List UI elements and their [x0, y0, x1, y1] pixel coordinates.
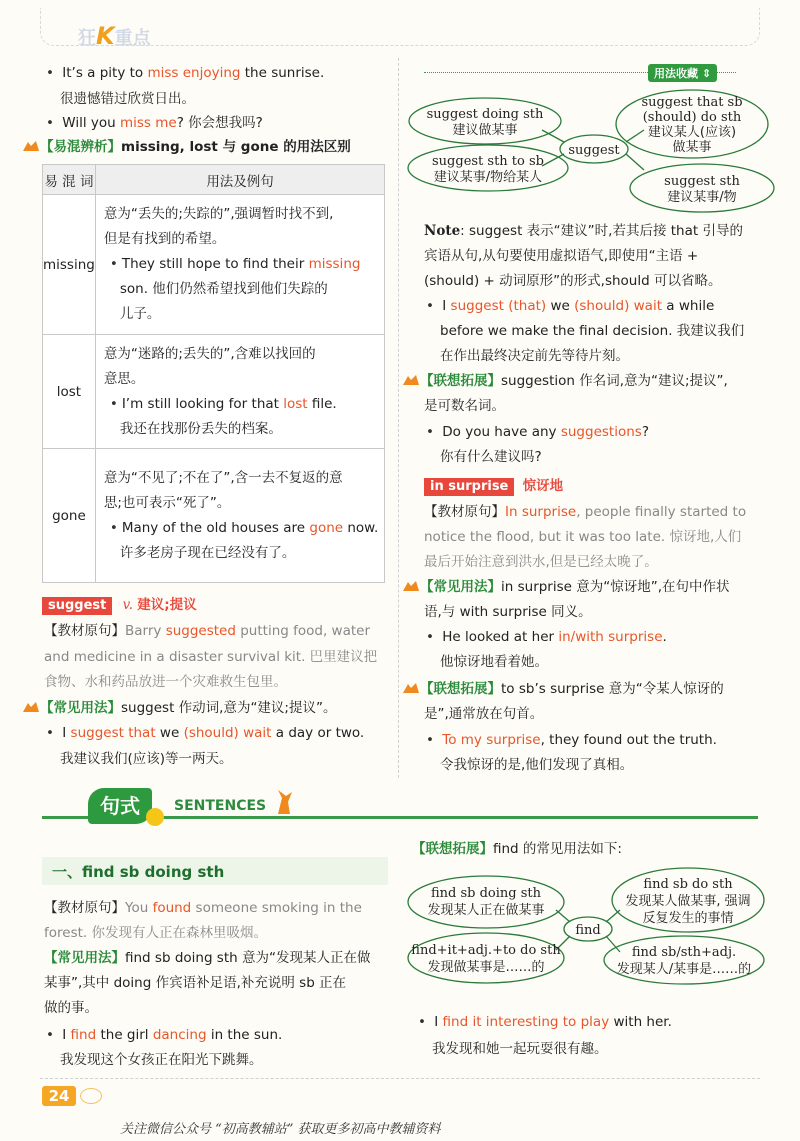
- table-row: gone 意为“不见了;不在了”,含一去不复返的意 思;也可表示“死了”。 • Many of the old houses are gone now. 许多老房子现在已经没有了。: [43, 449, 385, 583]
- surprise-ex2-zh: 令我惊讶的是,他们发现了真相。: [440, 757, 634, 773]
- table-word: lost: [43, 335, 96, 449]
- diagram-node-zh: 做某事: [672, 140, 712, 155]
- suggest-example-zh: 我建议我们(应该)等一两天。: [60, 751, 233, 767]
- surprise-ex2: • To my surprise, they found out the truth.: [426, 727, 717, 753]
- logo-k: K: [96, 22, 115, 50]
- diagram-node-zh: 建议某事/物给某人: [433, 170, 543, 185]
- usage-collect-label: 用法收藏 ⇕: [648, 64, 717, 82]
- sent-usage-2: 某事”,其中 doing 作宾语补足语,补充说明 sb 正在: [44, 975, 347, 991]
- section-heading-box: [42, 857, 388, 885]
- diagram-node-en: find sb do sth: [643, 877, 733, 892]
- sent-usage-3: 做的事。: [44, 1000, 98, 1016]
- word-tag: suggest: [42, 597, 112, 615]
- page-number: 24: [42, 1086, 76, 1106]
- diagram-node-zh: 建议某事/物: [667, 190, 737, 205]
- suggest-diagram: [404, 88, 776, 214]
- badge-dot: [146, 808, 164, 826]
- note-line-1: Note: suggest 表示“建议”时,若其后接 that 引导的: [424, 223, 743, 239]
- table-col-word: 易 混 词: [43, 165, 96, 195]
- sent-src: 【教材原句】You found someone smoking in the: [44, 900, 362, 916]
- diagram-node-en: suggest sth to sb: [432, 154, 544, 169]
- diagram-node-en: find sb/sth+adj.: [631, 945, 737, 960]
- diagram-node-zh: 建议某人(应该): [647, 125, 737, 140]
- ext-example: • Do you have any suggestions?: [426, 419, 649, 445]
- sent-usage-1: 【常见用法】find sb doing sth 意为“发现某人正在做: [44, 950, 371, 966]
- diagram-node-en: find sb doing sth: [430, 886, 542, 901]
- compare-table: [42, 164, 385, 583]
- header-logo: [78, 22, 151, 48]
- diagram-node-en: (should) do sth: [642, 110, 742, 125]
- fox-icon: [402, 579, 420, 593]
- surprise-src: 【教材原句】In surprise, people finally started to: [424, 504, 747, 520]
- diagram-node-en: suggest doing sth: [426, 107, 544, 122]
- diagram-node-zh: 发现做某事是……的: [427, 960, 545, 975]
- note-example: • I suggest (that) we (should) wait a while: [426, 293, 714, 319]
- note-line-2: 宾语从句,从句要使用虚拟语气,即使用“主语 +: [424, 248, 699, 264]
- analysis-heading: 【易混辨析】missing, lost 与 gone 的用法区别: [22, 134, 351, 160]
- note-example-2: before we make the final decision. 我建议我们: [440, 323, 745, 339]
- suggest-src: 【教材原句】Barry suggested putting food, water: [44, 623, 370, 639]
- sent-example-zh: 我发现这个女孩正在阳光下跳舞。: [60, 1052, 263, 1068]
- surprise-usage-2: 语,与 with surprise 同义。: [424, 604, 592, 620]
- diagram-node-zh: 建议做某事: [452, 123, 518, 138]
- sentences-badge: 句式: [88, 788, 152, 824]
- diagram-node-zh: 发现某人做某事, 强调: [625, 894, 751, 909]
- surprise-ex1: • He looked at her in/with surprise.: [426, 624, 667, 650]
- ex1-en: • It’s a pity to miss enjoying the sunrise.: [46, 60, 324, 86]
- compare-table-wrap: [42, 164, 385, 583]
- ext-line-1: 【联想拓展】suggestion 作名词,意为“建议;提议”,: [402, 368, 728, 394]
- note-line-3: (should) + 动词原形”的形式,should 可以省略。: [424, 273, 722, 289]
- diagram-node-en: find+it+adj.+to do sth: [411, 943, 561, 958]
- diagram-node-zh: 发现某人正在做某事: [427, 903, 545, 918]
- table-row: lost 意为“迷路的;丢失的”,含难以找回的 意思。 • I’m still looking for that lost file. 我还在找那份丢失的档案。: [43, 335, 385, 449]
- note-example-3: 在作出最终决定前先等待片刻。: [440, 348, 629, 364]
- word-tag: in surprise: [424, 478, 514, 496]
- surprise-ex1-zh: 他惊讶地看着她。: [440, 654, 548, 670]
- find-example: • I find it interesting to play with her.: [418, 1009, 672, 1035]
- ex1-zh: 很遗憾错过欣赏日出。: [60, 91, 195, 107]
- logo-prefix: 狂: [78, 28, 96, 49]
- table-col-usage: 用法及例句: [95, 165, 384, 195]
- find-diagram: [406, 862, 768, 994]
- sent-example: • I find the girl dancing in the sun.: [46, 1022, 282, 1048]
- fox-icon: [22, 700, 40, 714]
- surprise-usage-1: 【常见用法】in surprise 意为“惊讶地”,在句中作状: [402, 574, 730, 600]
- suggest-src-3: 食物、水和药品放进一个灾难救生包里。: [44, 674, 287, 690]
- logo-suffix: 重点: [114, 28, 151, 49]
- page-deco-icon: [80, 1088, 102, 1104]
- surprise-ext-1: 【联想拓展】to sb’s surprise 意为“令某人惊讶的: [402, 676, 724, 702]
- table-word: gone: [43, 449, 96, 583]
- diagram-node: [408, 933, 564, 983]
- table-word: missing: [43, 195, 96, 335]
- table-row: missing 意为“丢失的;失踪的”,强调暂时找不到, 但是有找到的希望。 • They still hope to find their missing son. 他们仍然希望找到他们失踪的 儿子。: [43, 195, 385, 335]
- fox-icon: [402, 681, 420, 695]
- suggest-src-2: and medicine in a disaster survival kit. 巴里建议把: [44, 649, 378, 665]
- surprise-ext-2: 是”,通常放在句首。: [424, 706, 544, 722]
- diagram-center-label: suggest: [568, 143, 620, 158]
- ext-line-2: 是可数名词。: [424, 398, 505, 414]
- footer-note: 关注微信公众号 “初高教辅站” 获取更多初高中教辅资料: [120, 1122, 441, 1137]
- sent-src-2: forest. 你发现有人正在森林里吸烟。: [44, 925, 267, 941]
- footer-rule: [40, 1078, 760, 1079]
- ext-example-zh: 你有什么建议吗?: [440, 449, 542, 465]
- section-heading: 一、find sb doing sth: [52, 863, 225, 881]
- suggest-example: • I suggest that we (should) wait a day or two.: [46, 720, 364, 746]
- find-example-zh: 我发现和她一起玩耍很有趣。: [432, 1041, 608, 1057]
- diagram-node-zh: 反复发生的事情: [642, 911, 734, 926]
- sentences-title-en: SENTENCES: [174, 798, 267, 814]
- suggest-usage: 【常见用法】suggest 作动词,意为“建议;提议”。: [22, 695, 336, 721]
- diagram-node: [408, 876, 564, 928]
- column-divider: [398, 58, 399, 778]
- diagram-center-label: find: [575, 923, 601, 938]
- diagram-node-en: suggest that sb: [641, 95, 743, 110]
- find-ext: 【联想拓展】find 的常见用法如下:: [412, 841, 622, 857]
- surprise-heading: in surprise 惊讶地: [424, 473, 563, 499]
- surprise-src-3: 最后开始注意到洪水,但是已经太晚了。: [424, 554, 658, 570]
- suggest-heading: suggest v. 建议;提议: [42, 592, 197, 618]
- ex2-en: • Will you miss me? 你会想我吗?: [46, 110, 263, 136]
- fox-icon: [402, 373, 420, 387]
- diagram-node-zh: 发现某人/某事是……的: [616, 962, 752, 977]
- surprise-src-2: notice the flood, but it was too late. 惊讶地,人们: [424, 529, 742, 545]
- diagram-node-en: suggest sth: [664, 174, 740, 189]
- fox-mascot-icon: [274, 788, 296, 816]
- fox-icon: [22, 139, 40, 153]
